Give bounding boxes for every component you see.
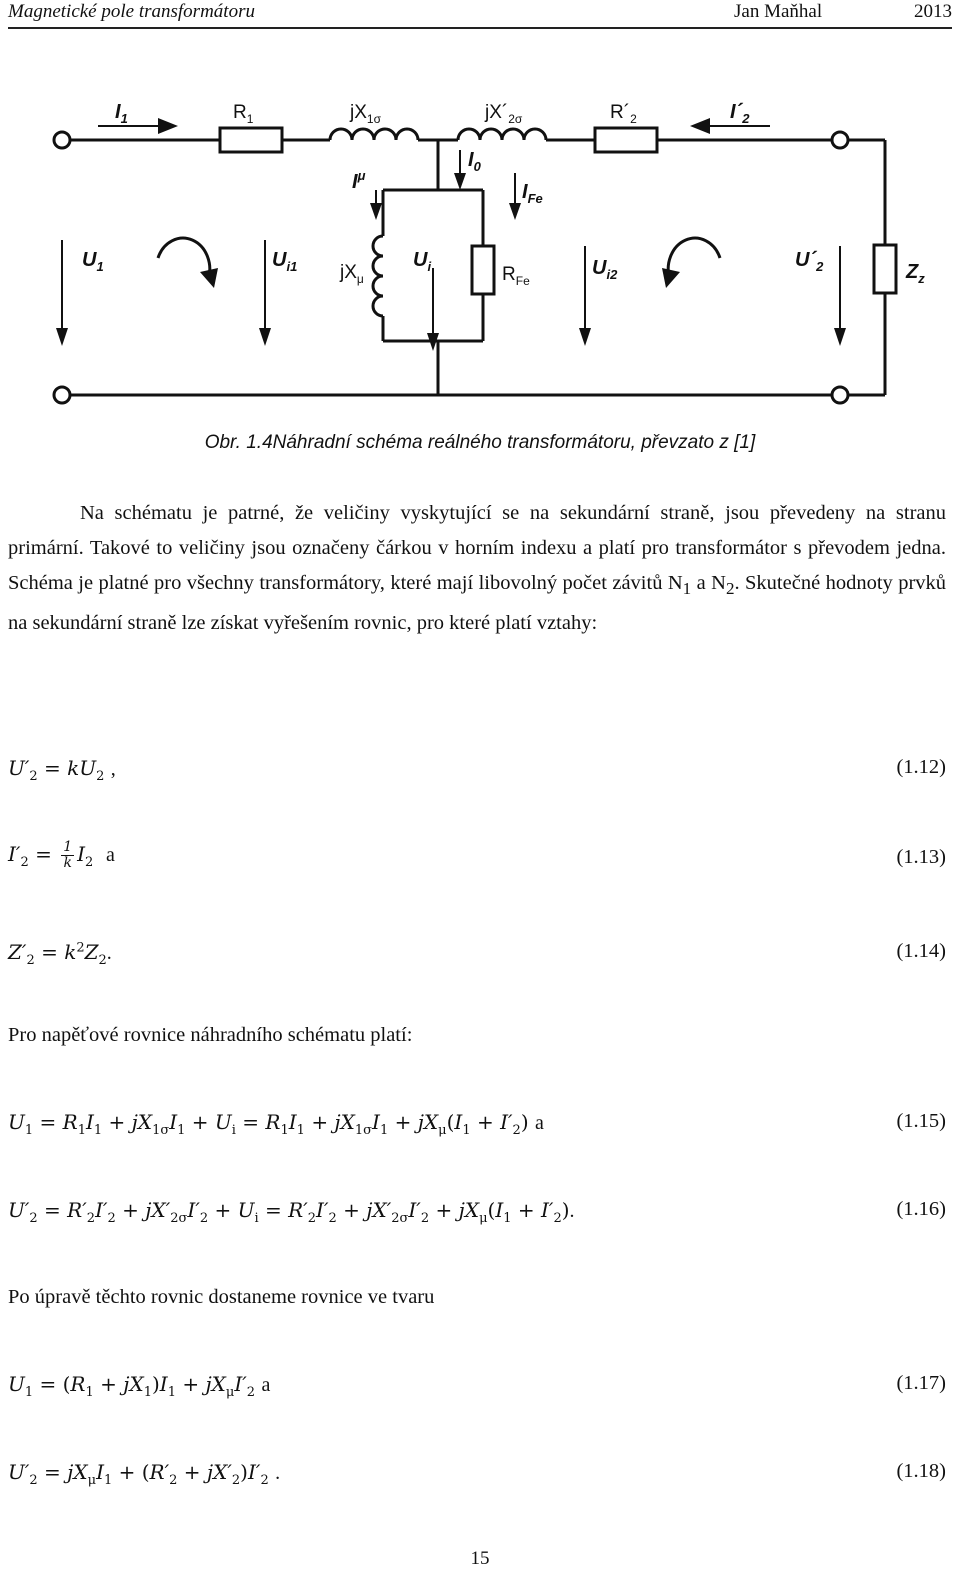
equation-1-18: $U'_2 = jX_\mu I_1 + (R'_2 + jX'_2)I'_2$ . (1.18) [8,1460,946,1488]
circuit-diagram [40,78,950,418]
equation-1-15: $U_1 = R_1I_1 + jX_{1\sigma}I_1 + U_i = R_1I_1 + jX_{1\sigma}I_1 + jX_\mu(I_1 + I'_2)$ a (1.15) [8,1110,946,1138]
equation-1-13: $I'_2$ = $\frac{1}{k}$ $I_2$ a (1.13) [8,839,946,871]
label-i1: $I_1$ [115,101,128,126]
equation-1-17: $U_1 = (R_1 + jX_1)I_1 + jX_\mu I'_2$ a (1.17) [8,1372,946,1400]
label-ife: $I_{Fe}$ [522,181,543,206]
label-u2: $U´_2$ [795,249,824,274]
load-impedance-zz [874,245,896,293]
label-ui2: $U_{i2}$ [592,257,618,282]
paragraph-modified-equations: Po úpravě těchto rovnic dostaneme rovnice ve tvaru [8,1286,435,1308]
header-author: Jan Maňhal [734,1,823,22]
paragraph-intro: Na schématu je patrné, že veličiny vyskytující se na sekundární straně, jsou převedeny na stranu primární. Takové to veličiny jsou označeny čárkou v horním indexu a platí pro transformátor s převodem jedna. Schéma je platné pro všechny transformátory, které mají libovolný počet závitů $N_1$ a $N_2$. Skutečné hodnoty prvků na sekundární straně lze získat vyřešením rovnic, pro které platí vztahy: [8,502,947,635]
label-ui: $U_i$ [413,249,432,274]
resistor-rfe [472,246,494,294]
equation-1-14: $Z'_2 = k^2Z_2$. (1.14) [8,940,946,968]
terminal-bottom-left [54,387,70,403]
inductor-x2s [458,129,546,140]
label-rfe: $R_{Fe}$ [502,264,530,288]
label-x2s: $jX´_{2\sigma}$ [485,102,523,126]
equivalent-circuit-figure [40,78,950,418]
label-r2: $R´_2$ [610,102,637,126]
inductor-x1s [330,129,418,140]
header-title: Magnetické pole transformátoru [8,1,255,22]
label-imu: $I^\mu$ [352,168,366,193]
terminal-top-left [54,132,70,148]
label-i2: $I´_2$ [730,101,750,126]
equation-1-12: $U'_2 = kU_2$ , (1.12) [8,756,946,784]
resistor-r2 [595,128,657,152]
label-xmu: $jX_\mu$ [340,262,364,286]
label-ui1: $U_{i1}$ [272,249,298,274]
page-number: 15 [470,1548,490,1569]
label-r1: $R_1$ [233,102,254,126]
page-header [8,0,952,29]
resistor-r1 [220,128,282,152]
inductor-xmu [373,236,383,316]
label-u1: $U_1$ [82,249,104,274]
label-x1s: $jX_{1\sigma}$ [350,102,381,126]
paragraph-voltage-equations: Pro napěťové rovnice náhradního schématu platí: [8,1024,413,1046]
label-zz: $Z_z$ [906,261,925,286]
header-year: 2013 [914,1,952,22]
figure-caption: Obr. 1.4Náhradní schéma reálného transformátoru, převzato z [1] [204,432,756,453]
equation-1-16: $U'_2 = R'_2I'_2 + jX'_{2\sigma}I'_2 + U_i = R'_2I'_2 + jX'_{2\sigma}I'_2 + jX_\mu(I_1 + I'_2)$. (1.16) [8,1198,946,1226]
label-i0: $I_0$ [468,149,481,174]
terminal-bottom-right [832,387,848,403]
terminal-top-right [832,132,848,148]
